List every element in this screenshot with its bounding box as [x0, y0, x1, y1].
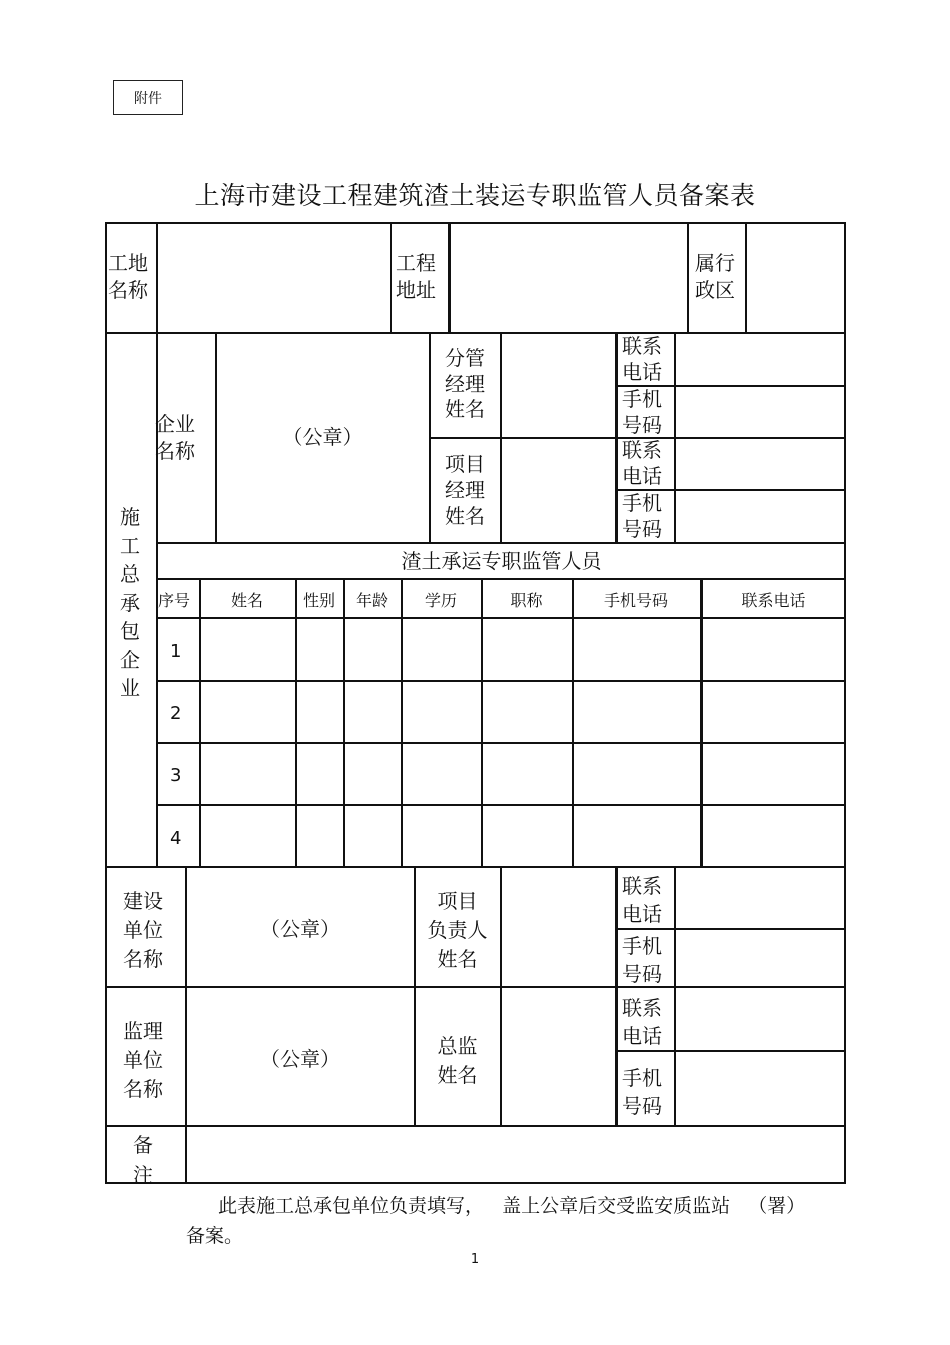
row-divider [105, 986, 846, 988]
contractor-section-label: 施工总承包企业 [120, 505, 140, 700]
col-divider [199, 578, 201, 866]
row-divider [156, 542, 846, 544]
col-divider [481, 578, 483, 866]
supervision-phone-label: 联系 电话 [622, 996, 662, 1048]
site-name-label: 工地 名称 [108, 251, 148, 302]
row-index: 1 [170, 641, 182, 662]
builder-mobile-label: 手机 号码 [622, 934, 662, 986]
col-divider [295, 578, 297, 866]
remarks-label: 备 注 [133, 1133, 153, 1187]
site-name-field[interactable] [158, 224, 389, 331]
col-divider [615, 332, 618, 542]
col-header-index: 序号 [157, 591, 190, 610]
col-header-age: 年龄 [355, 591, 388, 610]
col-divider [401, 578, 403, 866]
chief-supervisor-label: 总监 姓名 [437, 1034, 478, 1087]
col-divider [572, 578, 574, 866]
row-index: 3 [170, 765, 182, 786]
col-divider [500, 332, 502, 542]
manager-name-label: 分管 经理 姓名 [445, 346, 485, 421]
col-header-education: 学历 [424, 591, 457, 610]
col-divider [615, 866, 618, 1125]
col-divider [500, 866, 502, 1125]
builder-seal-text: （公章） [260, 917, 340, 941]
company-name-label: 企业 名称 [155, 412, 195, 463]
row-index: 4 [170, 828, 182, 849]
project-address-field[interactable] [451, 224, 686, 331]
remarks-text: 此表施工总承包单位负责填写， 盖上公章后交受监安质监站 （署） 备案。 [186, 1195, 806, 1247]
manager-mobile-label: 手机 号码 [622, 387, 662, 437]
row-divider [156, 742, 846, 744]
district-label: 属行 政区 [695, 251, 735, 302]
row-divider [156, 804, 846, 806]
col-divider [700, 578, 703, 866]
project-manager-phone-label: 联系 电话 [622, 438, 662, 488]
row-index: 2 [170, 703, 182, 724]
row-divider [105, 866, 846, 868]
col-header-phone: 联系电话 [741, 591, 806, 610]
supervision-unit-label: 监理 单位 名称 [123, 1019, 163, 1101]
builder-person-label: 项目 负责人 姓名 [427, 889, 488, 971]
supervision-seal-text: （公章） [260, 1047, 340, 1071]
page-number: 1 [470, 1252, 480, 1267]
col-divider [674, 866, 676, 1125]
row-divider [156, 617, 846, 619]
manager-phone-label: 联系 电话 [622, 334, 662, 384]
district-field[interactable] [747, 224, 844, 331]
row-divider [156, 680, 846, 682]
project-address-label: 工程 地址 [396, 251, 436, 302]
row-divider [105, 1125, 846, 1127]
col-divider [674, 332, 676, 542]
builder-unit-label: 建设 单位 名称 [123, 889, 163, 971]
col-divider [390, 222, 392, 332]
project-manager-mobile-label: 手机 号码 [622, 491, 662, 541]
page-title: 上海市建设工程建筑渣土装运专职监管人员备案表 [194, 181, 756, 210]
supervision-mobile-label: 手机 号码 [622, 1066, 662, 1118]
col-header-name: 姓名 [230, 591, 263, 610]
col-header-title: 职称 [510, 591, 543, 610]
company-seal-text: （公章） [282, 425, 363, 449]
row-divider [617, 928, 846, 930]
builder-phone-label: 联系 电话 [622, 874, 662, 926]
row-divider [156, 578, 846, 580]
supervisors-section-title: 渣土承运专职监管人员 [401, 549, 602, 573]
col-divider [687, 222, 689, 332]
attachment-label: 附件 [113, 80, 183, 115]
row-divider [617, 1050, 846, 1052]
col-header-mobile: 手机号码 [603, 591, 668, 610]
project-manager-name-label: 项目 经理 姓名 [445, 452, 485, 528]
col-header-gender: 性别 [302, 591, 335, 610]
col-divider [343, 578, 345, 866]
